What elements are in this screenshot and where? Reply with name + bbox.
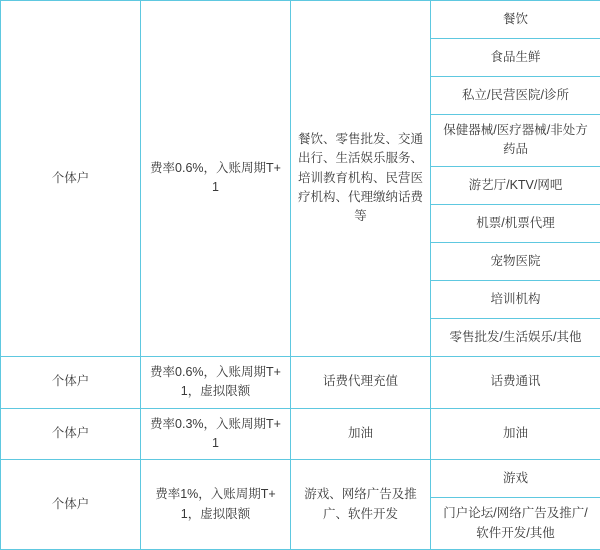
category-cell: 门户论坛/网络广告及推广/软件开发/其他	[431, 498, 600, 550]
category-cell: 零售批发/生活娱乐/其他	[431, 318, 600, 356]
category-cell: 宠物医院	[431, 242, 600, 280]
category-cell: 游戏	[431, 460, 600, 498]
scope-cell: 加油	[291, 408, 431, 460]
scope-cell: 话费代理充值	[291, 356, 431, 408]
category-cell: 游艺厅/KTV/网吧	[431, 166, 600, 204]
rate-cell: 费率0.6%，入账周期T+1	[141, 1, 291, 357]
rate-cell: 费率1%，入账周期T+1，虚拟限额	[141, 460, 291, 550]
rate-cell: 费率0.3%，入账周期T+1	[141, 408, 291, 460]
category-cell: 加油	[431, 408, 600, 460]
table-row	[1, 356, 600, 408]
category-cell: 食品生鲜	[431, 39, 600, 77]
category-cell: 保健器械/医疗器械/非处方药品	[431, 115, 600, 167]
rate-cell: 费率0.6%，入账周期T+1，虚拟限额	[141, 356, 291, 408]
category-cell: 培训机构	[431, 280, 600, 318]
table-row	[1, 1, 600, 39]
merchant-type-cell: 个体户	[1, 1, 141, 357]
merchant-type-cell: 个体户	[1, 408, 141, 460]
table-row	[1, 460, 600, 498]
scope-cell: 餐饮、零售批发、交通出行、生活娱乐服务、培训教育机构、民营医疗机构、代理缴纳话费等	[291, 1, 431, 357]
table-row	[1, 408, 600, 460]
category-cell: 话费通讯	[431, 356, 600, 408]
category-cell: 餐饮	[431, 1, 600, 39]
rate-table-body	[1, 1, 600, 550]
merchant-type-cell: 个体户	[1, 356, 141, 408]
scope-cell: 游戏、网络广告及推广、软件开发	[291, 460, 431, 550]
merchant-type-cell: 个体户	[1, 460, 141, 550]
category-cell: 机票/机票代理	[431, 204, 600, 242]
category-cell: 私立/民营医院/诊所	[431, 77, 600, 115]
